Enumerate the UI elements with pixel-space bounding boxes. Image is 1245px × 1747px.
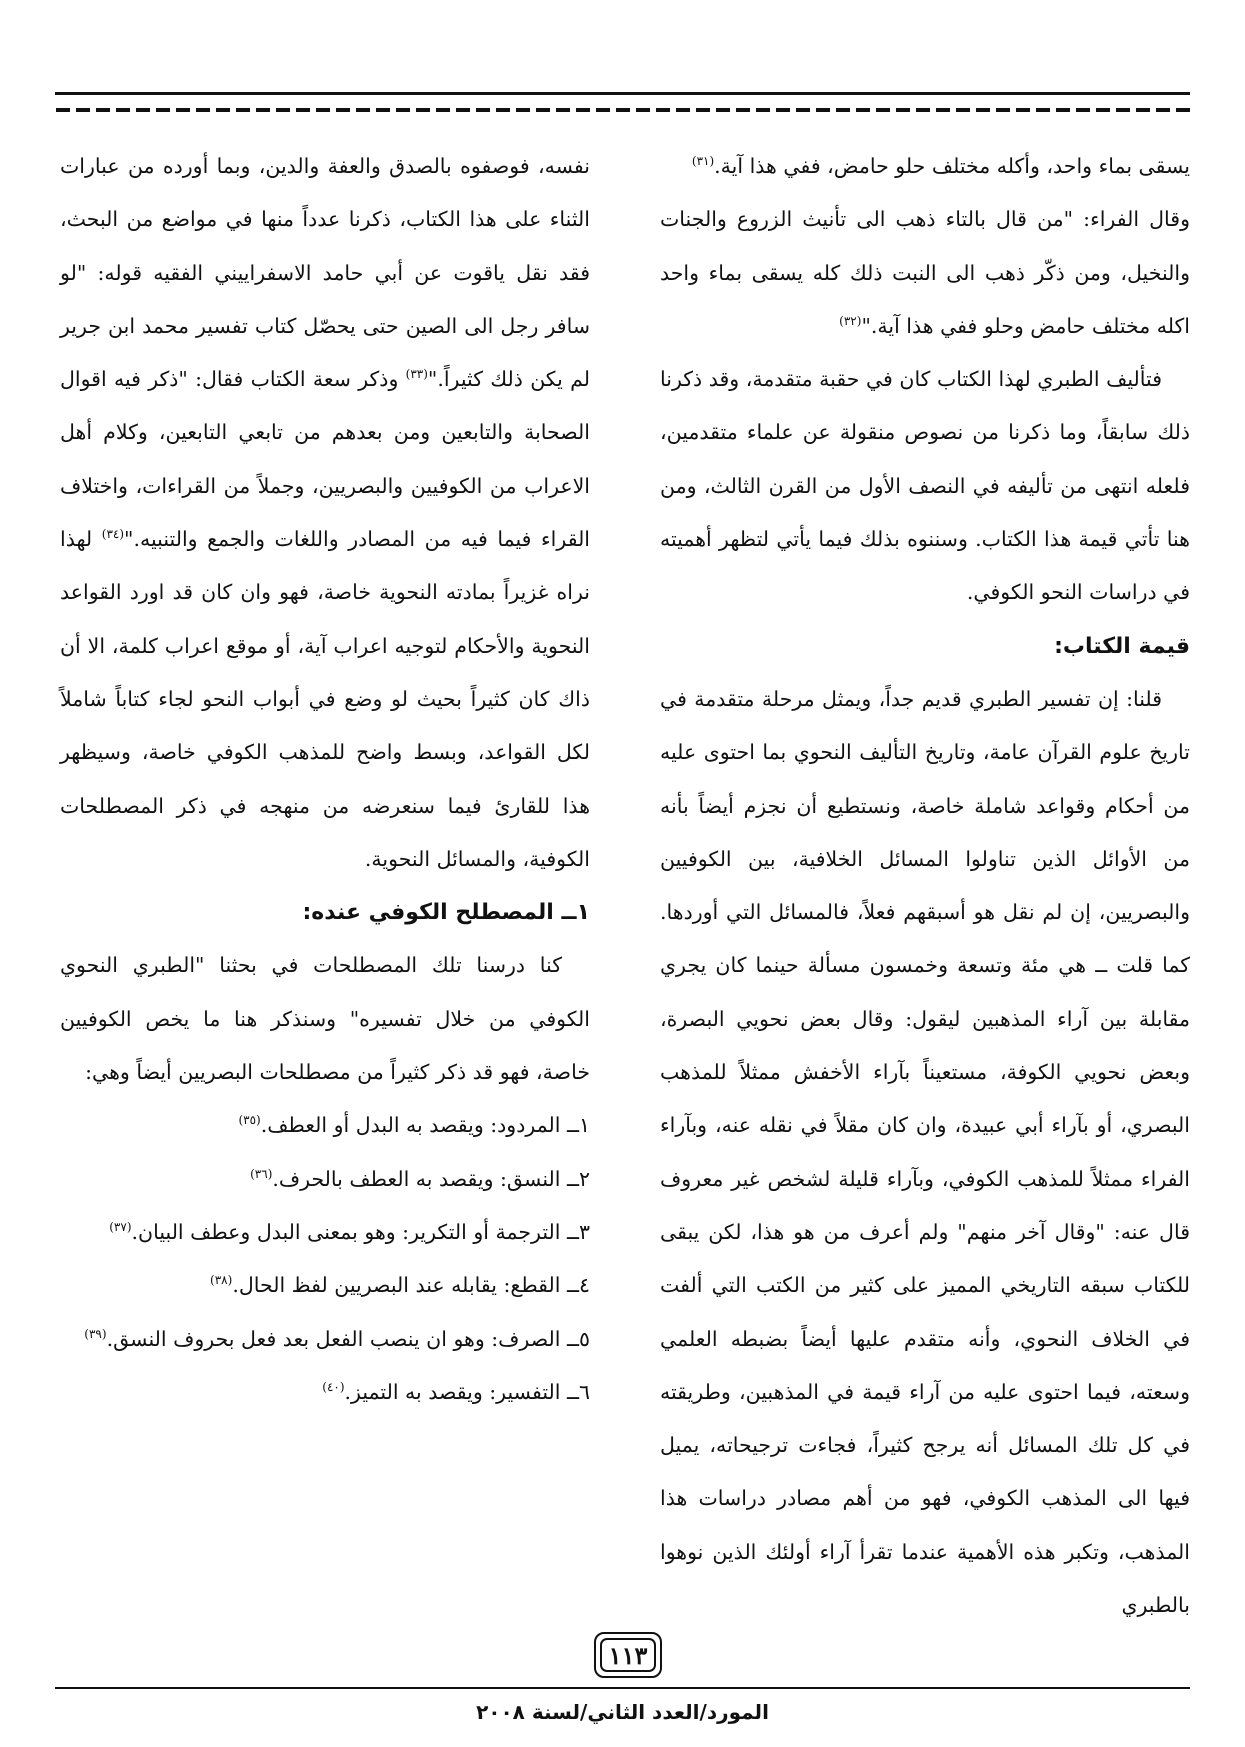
footnote-ref: (٣٧) (109, 1220, 132, 1235)
list-item: ٥ــ الصرف: وهو ان ينصب الفعل بعد فعل بحروف النسق.$^{(٣٩)}$ (84, 1326, 590, 1351)
list-item: ٦ــ التفسير: ويقصد به التميز.$^{(٤٠)}$ (322, 1379, 590, 1404)
footnote-ref: (٣٢) (839, 314, 862, 329)
left-column (60, 140, 590, 1419)
paragraph: وقال الفراء: "من قال بالتاء ذهب الى تأنيث الزروع والجنات والنخيل، ومن ذكّر ذهب الى النبت ذلك كله يسقى بماء واحد اكله مختلف حامض وحلو ففي هذا آية."$^{(٣٢)}$ (660, 207, 1190, 338)
section-heading: قيمة الكتاب: (1054, 633, 1190, 659)
list-item: ١ــ المردود: ويقصد به البدل أو العطف.$^{(٣٥)}$ (238, 1113, 590, 1138)
list-item: ٢ــ النسق: ويقصد به العطف بالحرف.$^{(٣٦)}$ (250, 1166, 590, 1191)
list-item: ٣ــ الترجمة أو التكرير: وهو بمعنى البدل وعطف البيان.$^{(٣٧)}$ (109, 1219, 590, 1244)
header-rule-solid (55, 92, 1190, 95)
footnote-ref: (٣٥) (238, 1113, 261, 1128)
footnote-ref: (٣٩) (84, 1326, 107, 1341)
page-number-frame (594, 1632, 662, 1678)
footnote-ref: (٤٠) (322, 1380, 345, 1394)
footnote-ref: (٣٨) (210, 1273, 233, 1288)
page-number: ١١٣ (600, 1638, 656, 1672)
footer-rule (55, 1687, 1190, 1689)
list-item: ٤ــ القطع: يقابله عند البصريين لفظ الحال.$^{(٣٨)}$ (210, 1273, 590, 1298)
right-column (660, 140, 1190, 1632)
footnote-ref: (٣٤) (101, 527, 125, 542)
paragraph: نفسه، فوصفوه بالصدق والعفة والدين، وبما أورده من عبارات الثناء على هذا الكتاب، ذكرنا عدداً منها في مواضع من البحث، فقد نقل ياقوت عن أبي حامد الاسفراييني الفقيه قوله: "لو سافر رجل الى الصين حتى يحصّل كتاب تفسير محمد ابن جرير لم يكن ذلك كثيراً."$^{(٣٣)}$ وذكر سعة الكتاب فقال: "ذكر فيه اقوال الصحابة والتابعين ومن بعدهم من تابعي التابعين، وكلام أهل الاعراب من الكوفيين والبصريين، وجملاً من القراءات، واختلاف القراء فيما فيه من المصادر واللغات والجمع والتنبيه."$^{(٣٤)}$ لهذا نراه غزيراً بمادته النحوية خاصة، فهو وان كان قد اورد القواعد النحوية والأحكام لتوجيه اعراب آية، أو موقع اعراب كلمة، الا أن ذاك كان كثيراً بحيث لو وضع في أبواب النحو لجاء كتاباً شاملاً لكل القواعد، وبسط واضح للمذهب الكوفي خاصة، وسيظهر هذا للقارئ فيما سنعرضه من منهجه في ذكر المصطلحات الكوفية، والمسائل النحوية. (60, 154, 591, 871)
footnote-ref: (٣٦) (250, 1166, 273, 1181)
paragraph: كنا درسنا تلك المصطلحات في بحثنا "الطبري النحوي الكوفي من خلال تفسيره" وسنذكر هنا ما يخص الكوفيين خاصة، فهو قد ذكر كثيراً من مصطلحات البصريين أيضاً وهي: (60, 953, 590, 1085)
paragraph: يسقى بماء واحد، وأكله مختلف حلو حامض، ففي هذا آية.$^{(٣١)}$ (691, 154, 1190, 178)
paragraph: فتأليف الطبري لهذا الكتاب كان في حقبة متقدمة، وقد ذكرنا ذلك سابقاً، وما ذكرنا من نصوص منقولة عن علماء متقدمين، فلعله انتهى من تأليفه في النصف الأول من القرن الثالث، ومن هنا تأتي قيمة هذا الكتاب. وسننوه بذلك فيما يأتي لتظهر أهميته في دراسات النحو الكوفي. (660, 367, 1190, 605)
paragraph: قلنا: إن تفسير الطبري قديم جداً، ويمثل مرحلة متقدمة في تاريخ علوم القرآن عامة، وتاريخ التأليف النحوي بما احتوى عليه من أحكام وقواعد شاملة خاصة، ونستطيع أن نجزم أيضاً بأنه من الأوائل الذين تناولوا المسائل الخلافية، بين الكوفيين والبصريين، إن لم نقل هو أسبقهم فعلاً، فالمسائل التي أوردها. كما قلت ــ هي مئة وتسعة وخمسون مسألة حينما كان يجري مقابلة بين آراء المذهبين ليقول: وقال بعض نحويي البصرة، وبعض نحويي الكوفة، مستعيناً بآراء الأخفش ممثلاً للمذهب البصري، أو بآراء أبي عبيدة، وان كان مقلاً في نقله عنه، وبآراء الفراء ممثلاً للمذهب الكوفي، وبآراء قليلة لشخص غير معروف قال عنه: "وقال آخر منهم" ولم أعرف من هو هذا، لكن يبقى للكتاب سبقه التاريخي المميز على كثير من الكتب التي ألفت في الخلاف النحوي، وأنه متقدم عليها أيضاً بضبطه العلمي وسعته، فيما احتوى عليه من آراء قيمة في المذهبين، وطريقته في كل تلك المسائل أنه يرجح كثيراً، فجاءت ترجيحاته، يميل فيها الى المذهب الكوفي، فهو من أهم مصادر دراسات هذا المذهب، وتكبر هذه الأهمية عندما تقرأ آراء أولئك الذين نوهوا بالطبري (660, 686, 1190, 1618)
journal-footer: المورد/العدد الثاني/لسنة ٢٠٠٨ (476, 1700, 769, 1724)
footnote-ref: (٣٣) (405, 367, 428, 382)
section-heading: ١ــ المصطلح الكوفي عنده: (302, 900, 590, 926)
header-rule-dashed (55, 108, 1190, 112)
footnote-ref: (٣١) (691, 154, 715, 169)
